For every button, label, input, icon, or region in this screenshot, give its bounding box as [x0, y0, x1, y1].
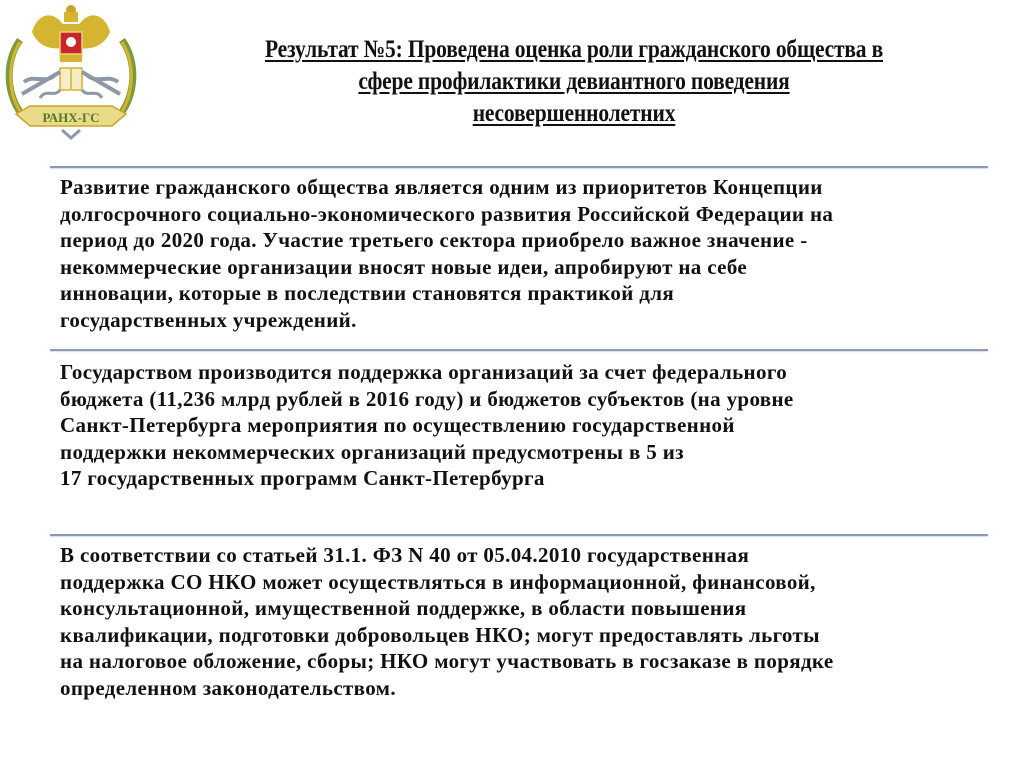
text-line: Развитие гражданского общества является одним из приоритетов Концепции [60, 175, 823, 199]
paragraph-legal-support [60, 542, 990, 701]
text-line: долгосрочного социально-экономического развития Российской Федерации на [60, 201, 834, 226]
text-line: государственных учреждений. [60, 307, 357, 332]
text-line: инновации, которые в последствии становятся практикой для [60, 281, 675, 305]
text-line: поддержки некоммерческих организаций предусмотрены в 5 из [60, 439, 684, 464]
text-line: Санкт-Петербурга мероприятия по осуществлению государственной [60, 413, 735, 437]
paragraph-civil-society-priority [60, 174, 990, 333]
text-line: бюджета (11,236 млрд рублей в 2016 году) и бюджетов субъектов (на уровне [60, 386, 794, 411]
text-line: на налоговое обложение, сборы; НКО могут участвовать в госзаказе в порядке [60, 649, 834, 673]
text-line: период до 2020 года. Участие третьего сектора приобрело важное значение - [60, 228, 808, 252]
text-line: Государством производится поддержка организаций за счет федерального [60, 360, 788, 384]
divider-2 [50, 349, 988, 351]
text-line: консультационной, имущественной поддержке, в области повышения [60, 596, 747, 620]
ranepa-logo [2, 2, 140, 142]
divider-3 [50, 534, 988, 536]
svg-text:РАНХ-ГС: РАНХ-ГС [42, 110, 100, 125]
title-line-3: несовершеннолетних [472, 100, 676, 127]
emblem-icon [2, 2, 140, 142]
divider-1 [50, 166, 988, 168]
text-line: В соответствии со статьей 31.1. ФЗ N 40 от 05.04.2010 государственная [60, 543, 750, 567]
title-line-1: Результат №5: Проведена оценка роли гражданского общества в [264, 36, 884, 63]
text-line: определенном законодательством. [60, 675, 396, 700]
text-line: некоммерческие организации вносят новые идеи, апробируют на себе [60, 254, 748, 279]
text-line: квалификации, подготовки добровольцев НКО; могут предоставлять льготы [60, 622, 820, 647]
paragraph-state-funding [60, 359, 990, 492]
title-line-2: сфере профилактики девиантного поведения [358, 68, 790, 95]
text-line: 17 государственных программ Санкт-Петербурга [60, 466, 545, 490]
text-line: поддержка СО НКО может осуществляться в информационной, финансовой, [60, 569, 816, 594]
slide-title [201, 34, 947, 130]
